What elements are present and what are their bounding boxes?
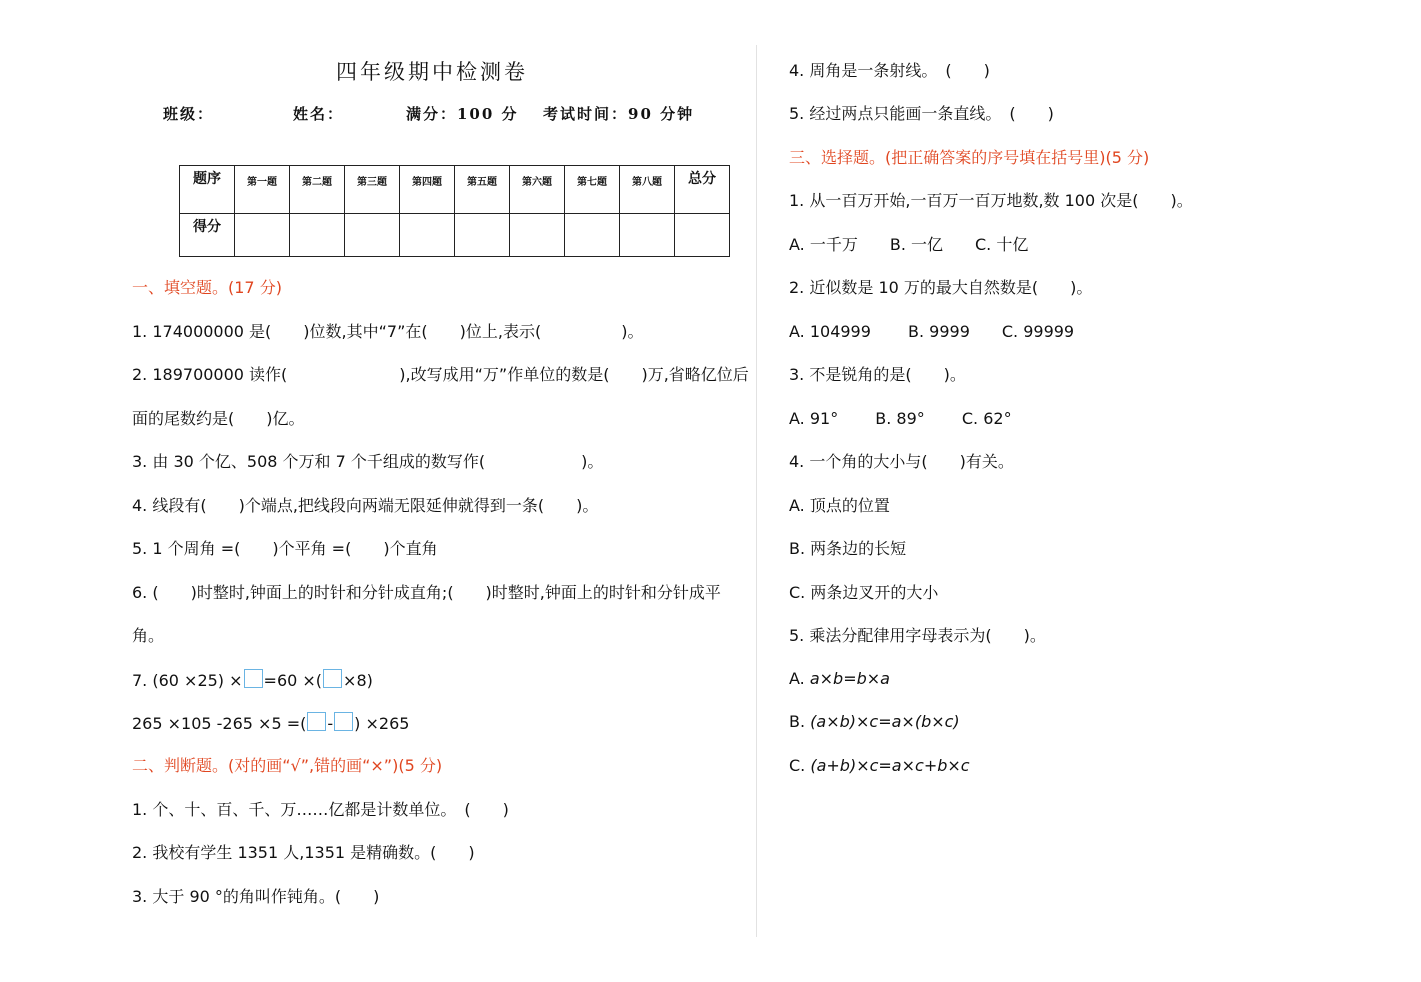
question-text: 2. 我校有学生 1351 人,1351 是精确数。( ): [132, 843, 475, 862]
score-table-header-row: [180, 166, 730, 214]
column-header: 第五题: [455, 166, 510, 214]
question-text: 3. 不是锐角的是( )。: [789, 365, 966, 384]
question-text: 4. 线段有( )个端点,把线段向两端无限延伸就得到一条( )。: [132, 496, 599, 515]
options-text: A. 一千万 B. 一亿 C. 十亿: [789, 235, 1029, 254]
class-label: 班级：: [163, 105, 215, 123]
question-text: 5. 经过两点只能画一条直线。 ( ): [789, 104, 1054, 123]
q7a-part3: ×8): [343, 671, 373, 690]
question-q7b: [132, 712, 409, 734]
score-row-label: 得分: [180, 214, 235, 257]
column-header: 第四题: [400, 166, 455, 214]
question-text: 4. 一个角的大小与( )有关。: [789, 452, 1014, 471]
score-cell[interactable]: [400, 214, 455, 257]
full-score-label: 满分：100 分: [406, 105, 519, 123]
question-text: 1. 174000000 是( )位数,其中“7”在( )位上,表示( )。: [132, 322, 644, 341]
formula: (a+b)×c=a×c+b×c: [810, 756, 970, 775]
question-text: 3. 由 30 个亿、508 个万和 7 个千组成的数写作( )。: [132, 452, 604, 471]
score-cell[interactable]: [620, 214, 675, 257]
question-text: 6. ( )时整时,钟面上的时针和分针成直角;( )时整时,钟面上的时针和分针成平: [132, 583, 721, 602]
score-table-score-row: [180, 214, 730, 257]
option-c: [789, 756, 970, 776]
options-text: A. 91° B. 89° C. 62°: [789, 409, 1012, 428]
score-cell[interactable]: [455, 214, 510, 257]
option-b: B. 两条边的长短: [789, 539, 907, 558]
option-label: A.: [789, 669, 810, 688]
score-cell[interactable]: [675, 214, 730, 257]
question-text: 面的尾数约是( )亿。: [132, 409, 305, 428]
column-header: 第六题: [510, 166, 565, 214]
total-header: 总分: [675, 166, 730, 214]
option-a: A. 顶点的位置: [789, 496, 890, 515]
q7a-part1: 7. (60 ×25) ×: [132, 671, 243, 690]
column-header: 第八题: [620, 166, 675, 214]
q7b-part2: -: [327, 714, 334, 733]
score-table: [179, 165, 730, 257]
score-cell[interactable]: [345, 214, 400, 257]
option-a: [789, 669, 890, 689]
section2-heading: 二、判断题。(对的画“√”,错的画“×”)(5 分): [132, 756, 443, 775]
question-text: 1. 从一百万开始,一百万一百万地数,数 100 次是( )。: [789, 191, 1193, 210]
options-text: A. 104999 B. 9999 C. 99999: [789, 322, 1075, 341]
exam-time-label: 考试时间：90 分钟: [543, 105, 695, 123]
q7b-part3: ) ×265: [354, 714, 410, 733]
score-cell[interactable]: [510, 214, 565, 257]
column-header: 第三题: [345, 166, 400, 214]
page-title: 四年级期中检测卷: [336, 60, 528, 84]
name-label: 姓名：: [293, 105, 345, 123]
seq-header: 题序: [180, 166, 235, 214]
q7b-part1: 265 ×105 -265 ×5 =(: [132, 714, 307, 733]
q7a-part2: =60 ×(: [263, 671, 323, 690]
option-c: C. 两条边叉开的大小: [789, 583, 939, 602]
option-label: C.: [789, 756, 811, 775]
answer-box[interactable]: [334, 712, 353, 731]
answer-box[interactable]: [323, 669, 342, 688]
question-text: 5. 乘法分配律用字母表示为( )。: [789, 626, 1046, 645]
question-text: 4. 周角是一条射线。 ( ): [789, 61, 990, 80]
column-header: 第二题: [290, 166, 345, 214]
answer-box[interactable]: [244, 669, 263, 688]
question-text: 角。: [132, 626, 165, 645]
column-header: 第一题: [235, 166, 290, 214]
column-divider: [756, 45, 757, 937]
score-cell[interactable]: [235, 214, 290, 257]
option-label: B.: [789, 712, 811, 731]
question-text: 3. 大于 90 °的角叫作钝角。( ): [132, 887, 380, 906]
formula: a×b=b×a: [809, 669, 890, 688]
column-header: 第七题: [565, 166, 620, 214]
option-b: [789, 712, 960, 732]
answer-box[interactable]: [307, 712, 326, 731]
question-text: 2. 189700000 读作( ),改写成用“万”作单位的数是( )万,省略亿位后: [132, 365, 749, 384]
score-cell[interactable]: [290, 214, 345, 257]
section3-heading: 三、选择题。(把正确答案的序号填在括号里)(5 分): [789, 148, 1150, 167]
question-q7a: [132, 669, 373, 691]
question-text: 2. 近似数是 10 万的最大自然数是( )。: [789, 278, 1093, 297]
section1-heading: 一、填空题。(17 分): [132, 278, 282, 297]
question-text: 1. 个、十、百、千、万……亿都是计数单位。 ( ): [132, 800, 509, 819]
question-text: 5. 1 个周角 =( )个平角 =( )个直角: [132, 539, 438, 558]
score-cell[interactable]: [565, 214, 620, 257]
formula: (a×b)×c=a×(b×c): [810, 712, 960, 731]
